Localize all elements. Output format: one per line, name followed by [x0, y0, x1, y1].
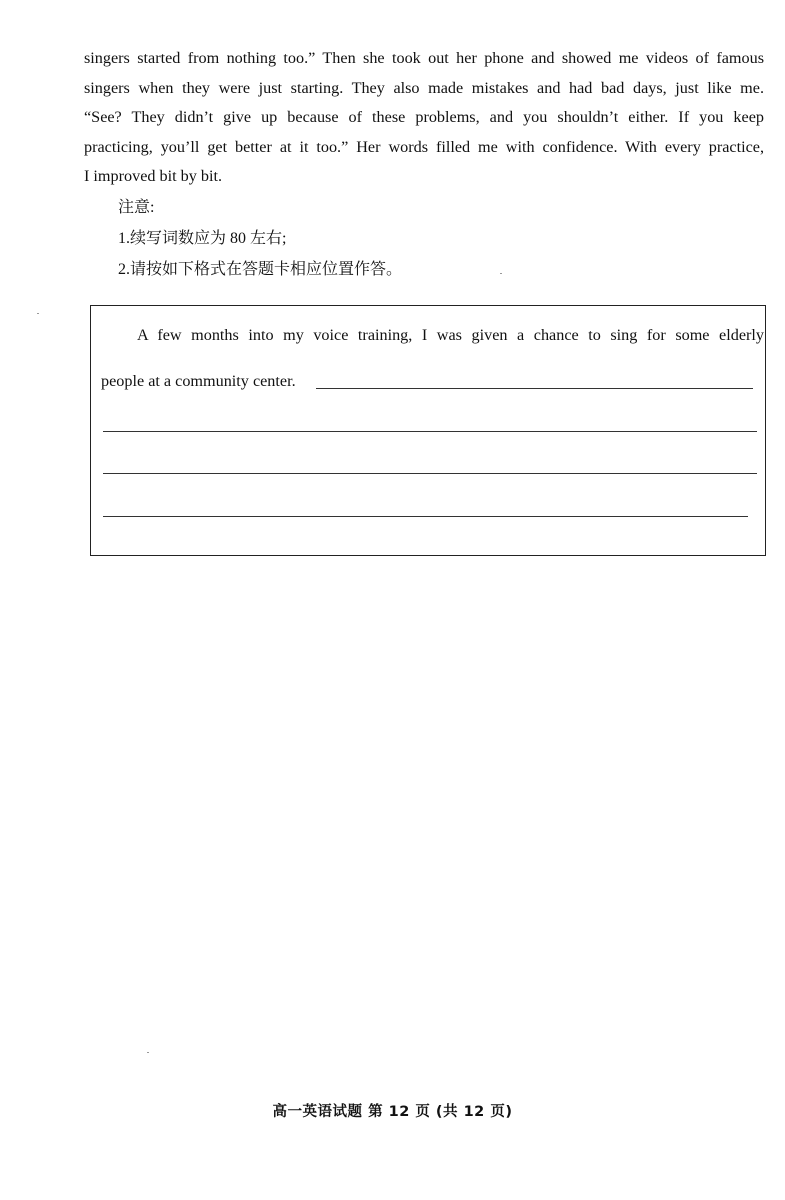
- answer-prompt-line-1: A few months into my voice training, I was given a chance to sing for some elderly: [137, 326, 764, 344]
- passage-line: “See? They didn’t give up because of these problems, and you shouldn’t either. If you keep: [84, 108, 764, 126]
- passage-line: singers started from nothing too.” Then she took out her phone and showed me videos of famous: [84, 49, 764, 67]
- instructions: [118, 192, 402, 285]
- instruction-item-word-count: 1.续写词数应为 80 左右;: [118, 230, 287, 247]
- writing-line[interactable]: [103, 473, 757, 474]
- story-passage: [84, 44, 764, 192]
- instructions-heading: 注意:: [118, 199, 155, 216]
- page-footer: 高一英语试题 第 12 页 (共 12 页): [272, 1104, 513, 1120]
- passage-line: singers when they were just starting. They also made mistakes and had bad days, just like me.: [84, 78, 764, 97]
- writing-line[interactable]: [103, 431, 757, 432]
- writing-line[interactable]: [316, 388, 753, 389]
- writing-line[interactable]: [103, 516, 748, 517]
- answer-box: [90, 305, 766, 556]
- passage-line: I improved bit by bit.: [84, 167, 223, 185]
- scan-speck: [37, 313, 39, 314]
- instruction-item-format: 2.请按如下格式在答题卡相应位置作答。: [118, 261, 403, 278]
- answer-prompt-line-2: people at a community center.: [101, 372, 296, 390]
- scan-speck: [147, 1052, 149, 1053]
- passage-line: practicing, you’ll get better at it too.” Her words filled me with confidence. With every practice,: [84, 137, 764, 156]
- scan-speck: [500, 273, 502, 274]
